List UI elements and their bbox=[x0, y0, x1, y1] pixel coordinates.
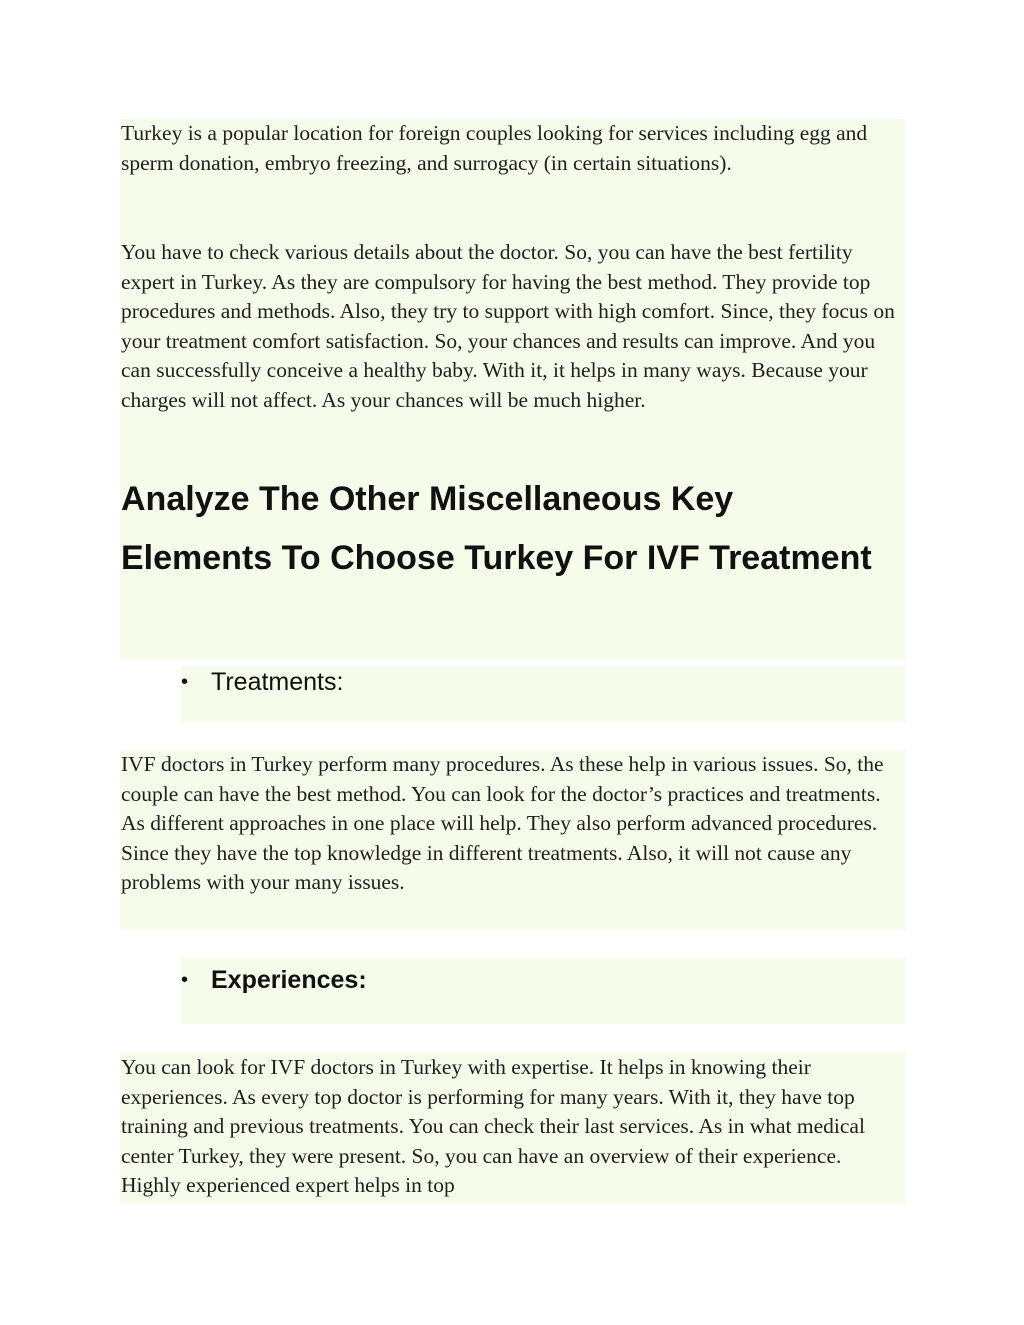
experiences-list-item bbox=[181, 964, 367, 996]
section-heading: Analyze The Other Miscellaneous Key Elements To Choose Turkey For IVF Treatment bbox=[121, 480, 872, 577]
bullet-icon: • bbox=[181, 969, 189, 991]
treatments-label: Treatments: bbox=[211, 668, 344, 696]
treatments-list-item bbox=[181, 666, 343, 698]
experiences-body-paragraph: You can look for IVF doctors in Turkey with expertise. It helps in knowing their experiences. As every top doctor is performing for many years. With it, they have top training and previous treatments. You can check their last services. As in what medical center Turkey, they were present. So, you can have an overview of their experience. Highly experienced expert helps in top bbox=[121, 1055, 865, 1197]
experiences-label: Experiences: bbox=[211, 966, 367, 994]
intro-paragraph: Turkey is a popular location for foreign couples looking for services including egg and sperm donation, embryo freezing, and surrogacy (in certain situations). bbox=[121, 121, 868, 175]
treatments-body-paragraph: IVF doctors in Turkey perform many procedures. As these help in various issues. So, the couple can have the best method. You can look for the doctor’s practices and treatments. As different approaches in one place will help. They also perform advanced procedures. Since they have the top knowledge in different treatments. Also, it will not cause any problems with your many issues. bbox=[121, 752, 884, 894]
bullet-icon: • bbox=[181, 671, 189, 693]
doctor-check-paragraph: You have to check various details about the doctor. So, you can have the best fertility expert in Turkey. As they are compulsory for having the best method. They provide top procedures and methods. Also, they try to support with high comfort. Since, they focus on your treatment comfort satisfaction. So, your chances and results can improve. And you can successfully conceive a healthy baby. With it, it helps in many ways. Because your charges will not affect. As your chances will be much higher. bbox=[121, 240, 895, 412]
